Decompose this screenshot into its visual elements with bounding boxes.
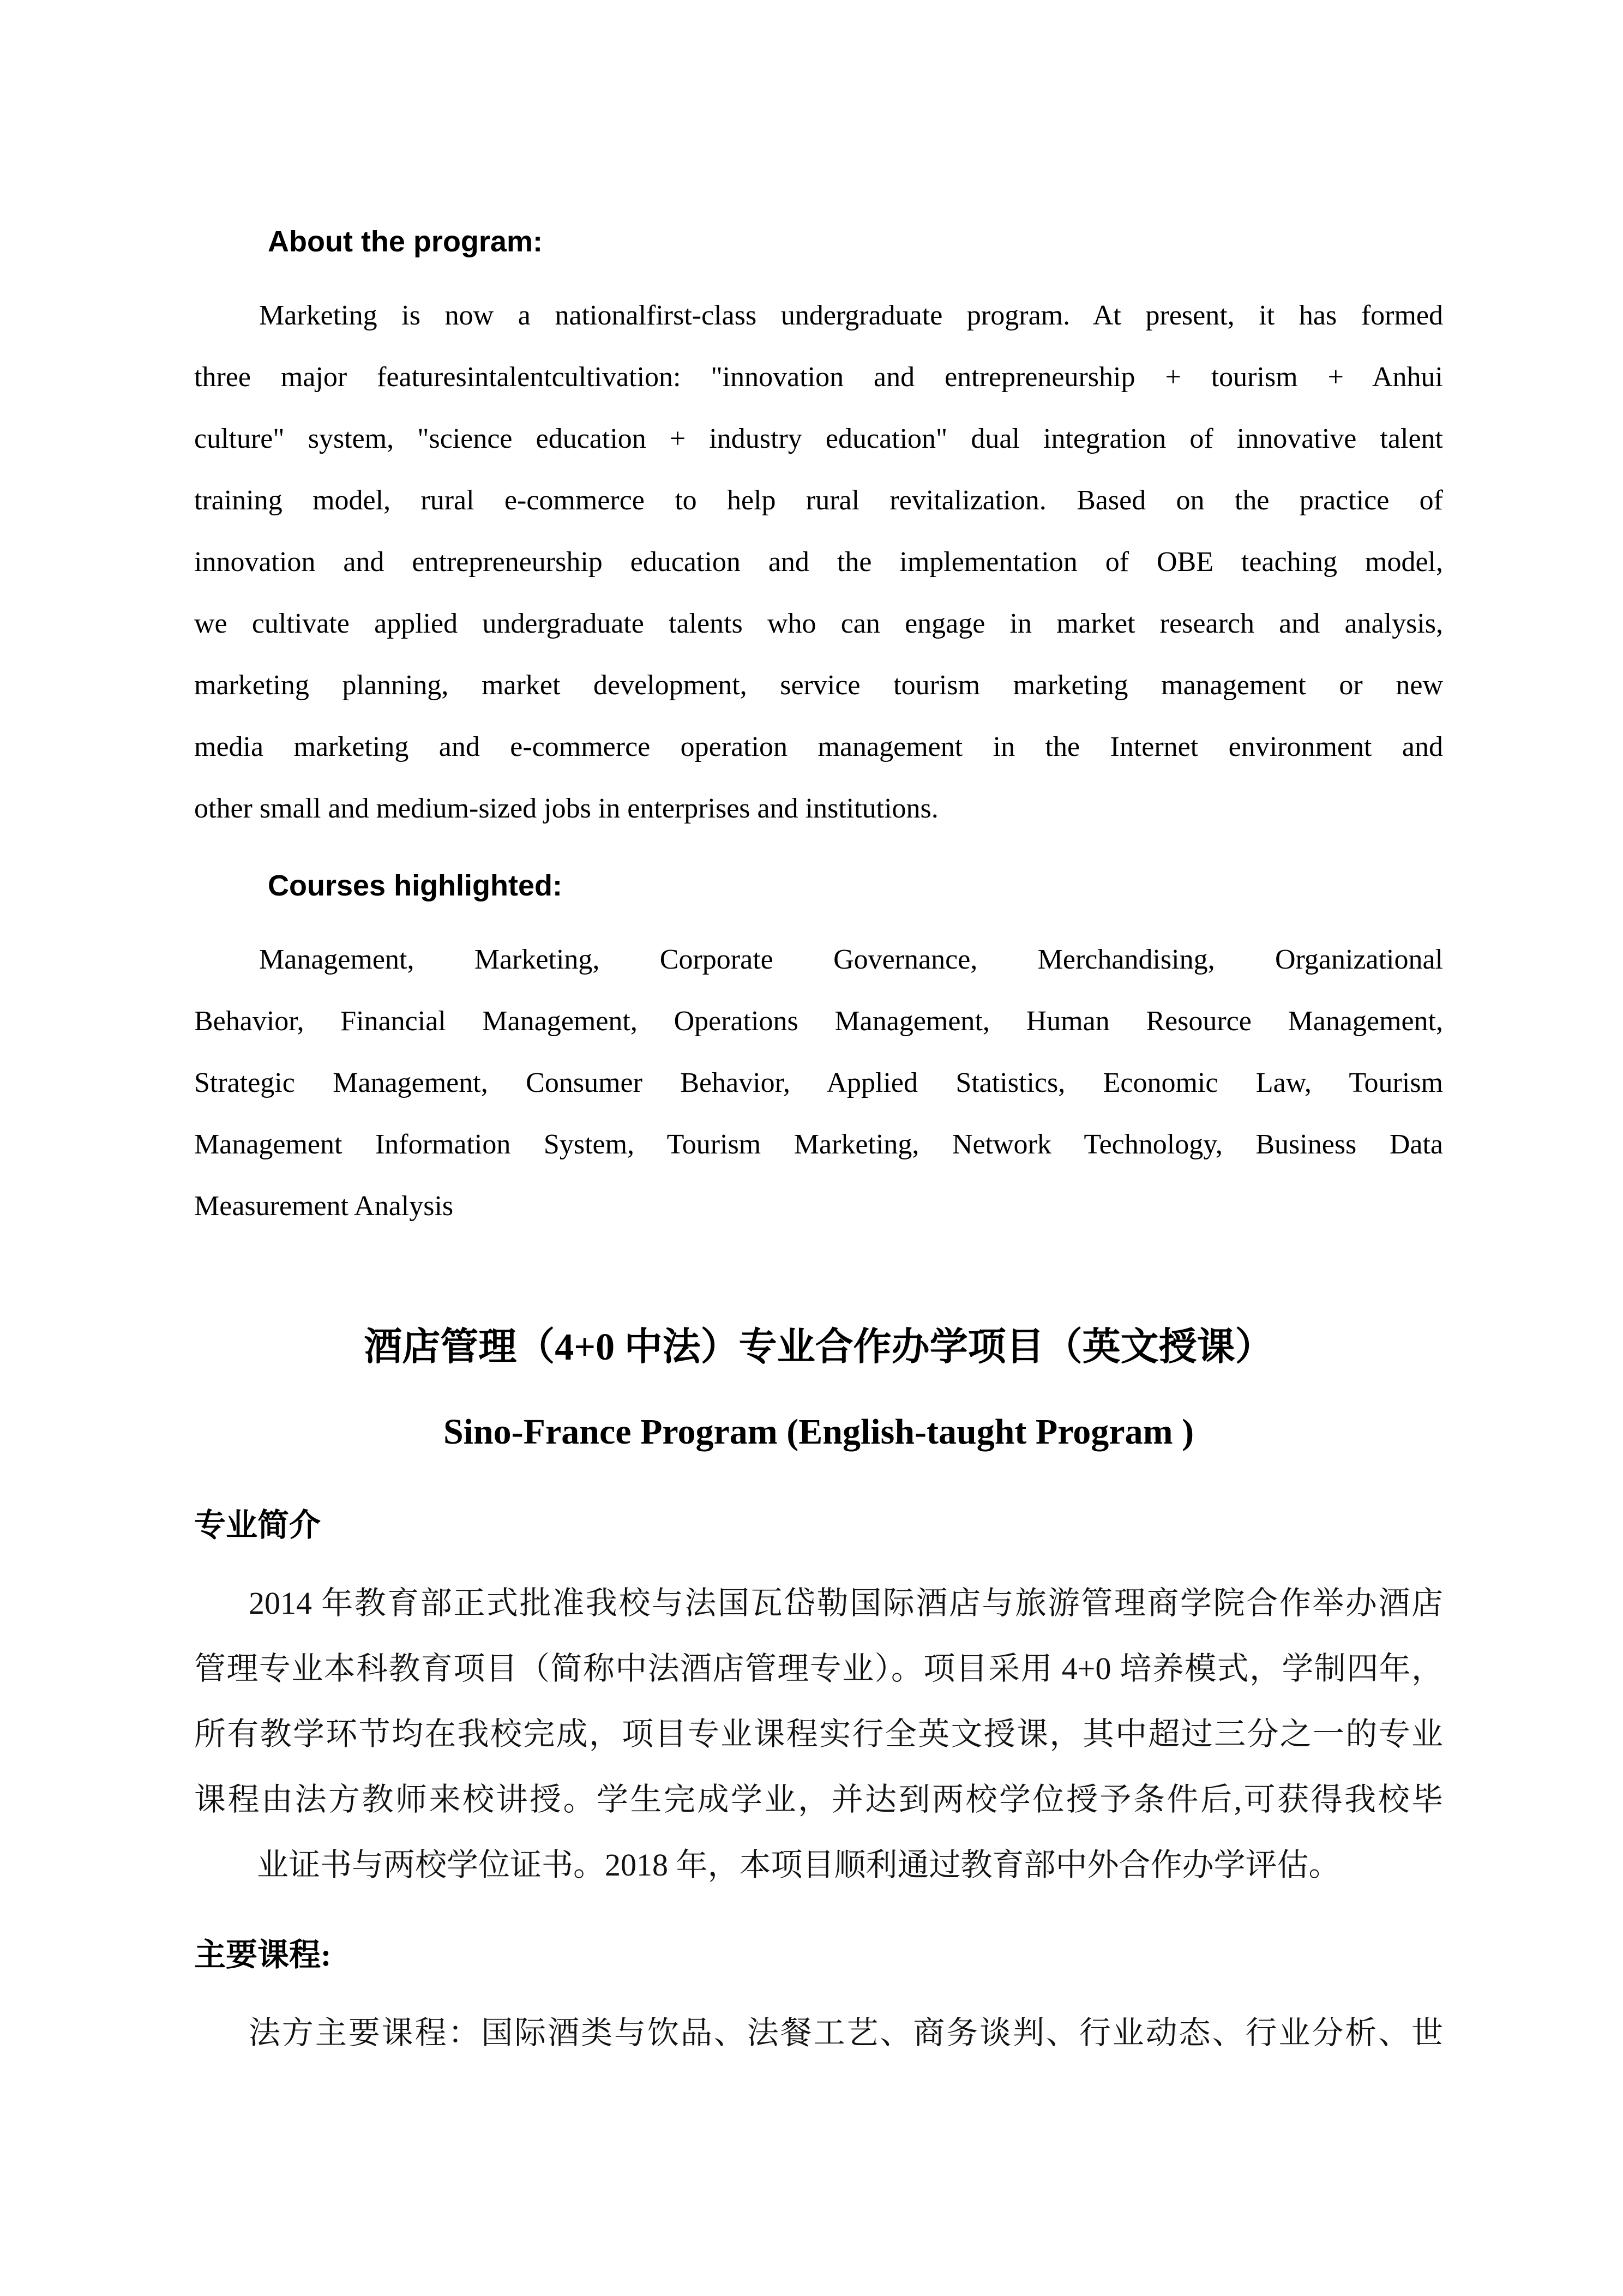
text-line: three major featuresintalentcultivation: "innovation and entrepreneurship + tourism + Anhui	[194, 362, 1443, 393]
paragraph-courses-highlighted	[194, 929, 1443, 1237]
text-line: Management, Marketing, Corporate Governance, Merchandising, Organizational	[259, 944, 1443, 975]
text-line: Marketing is now a nationalfirst-class undergraduate program. At present, it has formed	[259, 300, 1443, 331]
text-line: we cultivate applied undergraduate talents who can engage in market research and analysis,	[194, 608, 1443, 639]
paragraph-about-program	[194, 285, 1443, 839]
text-line: marketing planning, market development, service tourism marketing management or new	[194, 670, 1443, 701]
heading-main-courses: 主要课程:	[194, 1937, 332, 1973]
heading-major-intro: 专业简介	[194, 1507, 321, 1543]
text-line: Behavior, Financial Management, Operations Management, Human Resource Management,	[194, 1006, 1443, 1037]
text-line: Measurement Analysis	[194, 1191, 454, 1222]
text-line: media marketing and e-commerce operation management in the Internet environment and	[194, 731, 1443, 762]
paragraph-major-intro	[194, 1571, 1443, 1898]
text-line: Management Information System, Tourism Marketing, Network Technology, Business Data	[194, 1129, 1443, 1160]
text-line: 2014 年教育部正式批准我校与法国瓦岱勒国际酒店与旅游管理商学院合作举办酒店	[249, 1585, 1443, 1621]
text-line: other small and medium-sized jobs in enterprises and institutions.	[194, 793, 939, 824]
text-line: 课程由法方教师来校讲授。学生完成学业，并达到两校学位授予条件后,可获得我校毕	[194, 1782, 1443, 1817]
text-line: 所有教学环节均在我校完成，项目专业课程实行全英文授课，其中超过三分之一的专业	[194, 1716, 1443, 1752]
text-line: culture" system, "science education + industry education" dual integration of innovative talent	[194, 423, 1443, 454]
text-line: 业证书与两校学位证书。2018 年，本项目顺利通过教育部中外合作办学评估。	[257, 1847, 1341, 1883]
program-title-en: Sino-France Program (English-taught Program )	[443, 1412, 1194, 1452]
text-line: training model, rural e-commerce to help rural revitalization. Based on the practice of	[194, 485, 1443, 516]
text-line: 法方主要课程：国际酒类与饮品、法餐工艺、商务谈判、行业动态、行业分析、世	[249, 2015, 1443, 2051]
text-line: innovation and entrepreneurship education and the implementation of OBE teaching model,	[194, 546, 1443, 578]
text-line: 管理专业本科教育项目（简称中法酒店管理专业）。项目采用 4+0 培养模式，学制四年，	[194, 1651, 1443, 1686]
paragraph-main-courses	[194, 2000, 1443, 2066]
program-title-zh: 酒店管理（4+0 中法）专业合作办学项目（英文授课）	[364, 1326, 1273, 1368]
heading-courses-highlighted: Courses highlighted:	[268, 869, 562, 902]
text-line: Strategic Management, Consumer Behavior, Applied Statistics, Economic Law, Tourism	[194, 1067, 1443, 1098]
heading-about-program: About the program:	[268, 225, 543, 258]
